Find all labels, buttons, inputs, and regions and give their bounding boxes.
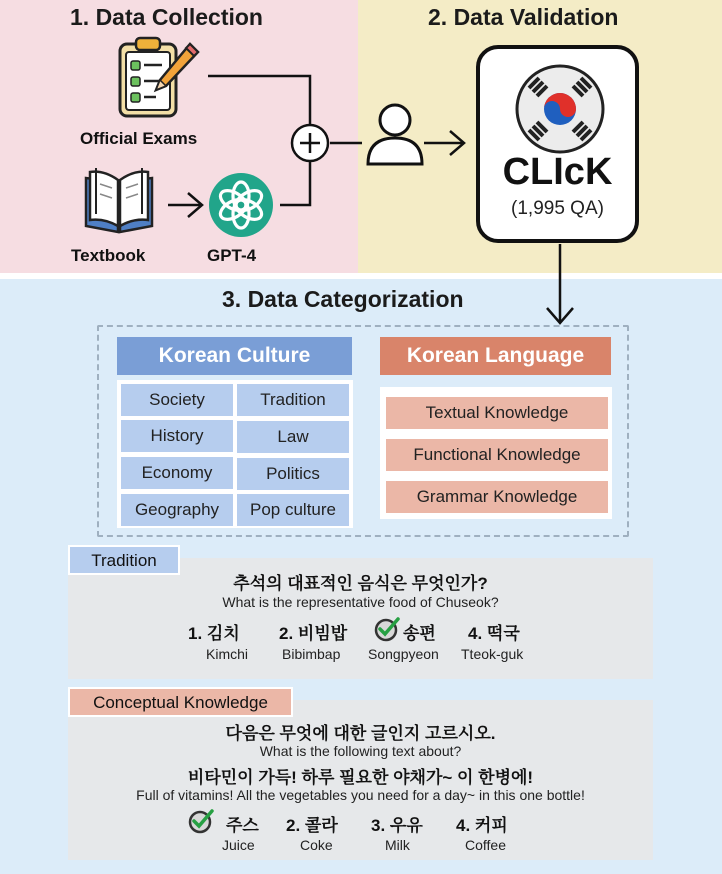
example1-option-2-en: Bibimbap <box>282 646 341 662</box>
textbook-label: Textbook <box>71 246 146 265</box>
example2-option-3-en: Milk <box>385 837 410 853</box>
data-collection-title: 1. Data Collection <box>70 4 263 30</box>
example1-question-ko: 추석의 대표적인 음식은 무엇인가? <box>233 574 488 593</box>
culture-item-society: Society <box>121 384 233 416</box>
culture-item-history: History <box>121 420 233 452</box>
culture-item-economy: Economy <box>121 457 233 489</box>
example2-option-2-en: Coke <box>300 837 333 853</box>
language-item-grammar: Grammar Knowledge <box>386 481 608 513</box>
example1-question-en: What is the representative food of Chuseok? <box>222 594 499 610</box>
culture-item-politics: Politics <box>237 458 349 490</box>
open-book-icon <box>80 164 158 236</box>
korean-culture-header: Korean Culture <box>117 337 352 375</box>
person-icon <box>364 100 426 168</box>
example2-question-en: What is the following text about? <box>259 743 462 759</box>
tradition-tag: Tradition <box>68 545 180 575</box>
gpt4-label: GPT-4 <box>207 246 257 265</box>
data-categorization-title: 3. Data Categorization <box>222 286 464 312</box>
example2-question-ko: 다음은 무엇에 대한 글인지 고르시오. <box>225 724 496 743</box>
culture-item-tradition: Tradition <box>237 384 349 416</box>
conceptual-knowledge-tag: Conceptual Knowledge <box>68 687 293 717</box>
example1-option-4-en: Tteok-guk <box>461 646 524 662</box>
korean-flag-icon <box>515 64 605 154</box>
example1-option-3-correct: 송편 <box>403 624 436 643</box>
example2-passage-ko: 비타민이 가득! 하루 필요한 야채가~ 이 한병에! <box>187 768 534 787</box>
culture-item-law: Law <box>237 421 349 453</box>
dataset-count: (1,995 QA) <box>511 198 604 219</box>
example1-option-4: 4. 떡국 <box>468 624 520 643</box>
example1-option-2: 2. 비빔밥 <box>279 624 348 643</box>
example2-passage-en: Full of vitamins! All the vegetables you need for a day~ in this one bottle! <box>136 787 585 803</box>
language-item-functional: Functional Knowledge <box>386 439 608 471</box>
example1-option-3-en: Songpyeon <box>368 646 439 662</box>
openai-logo-icon <box>208 172 274 238</box>
example2-option-1-correct: 주스 <box>226 816 259 835</box>
official-exams-label: Official Exams <box>80 129 198 148</box>
korean-language-header: Korean Language <box>380 337 611 375</box>
clipboard-checklist-icon <box>112 34 202 122</box>
culture-item-pop-culture: Pop culture <box>237 494 349 526</box>
example2-option-4-en: Coffee <box>465 837 506 853</box>
culture-item-geography: Geography <box>121 494 233 526</box>
example2-option-1-en: Juice <box>222 837 255 853</box>
plus-circle-icon <box>290 123 330 163</box>
dataset-name: CLIcK <box>502 151 613 193</box>
example1-option-1: 1. 김치 <box>188 624 240 643</box>
example2-option-3: 3. 우유 <box>371 816 423 835</box>
example2-option-2: 2. 콜라 <box>286 816 338 835</box>
data-validation-title: 2. Data Validation <box>428 4 619 30</box>
example1-option-1-en: Kimchi <box>206 646 249 662</box>
check-circle-icon <box>374 616 402 642</box>
check-circle-icon <box>188 808 216 834</box>
language-item-textual: Textual Knowledge <box>386 397 608 429</box>
example2-option-4: 4. 커피 <box>456 816 508 835</box>
